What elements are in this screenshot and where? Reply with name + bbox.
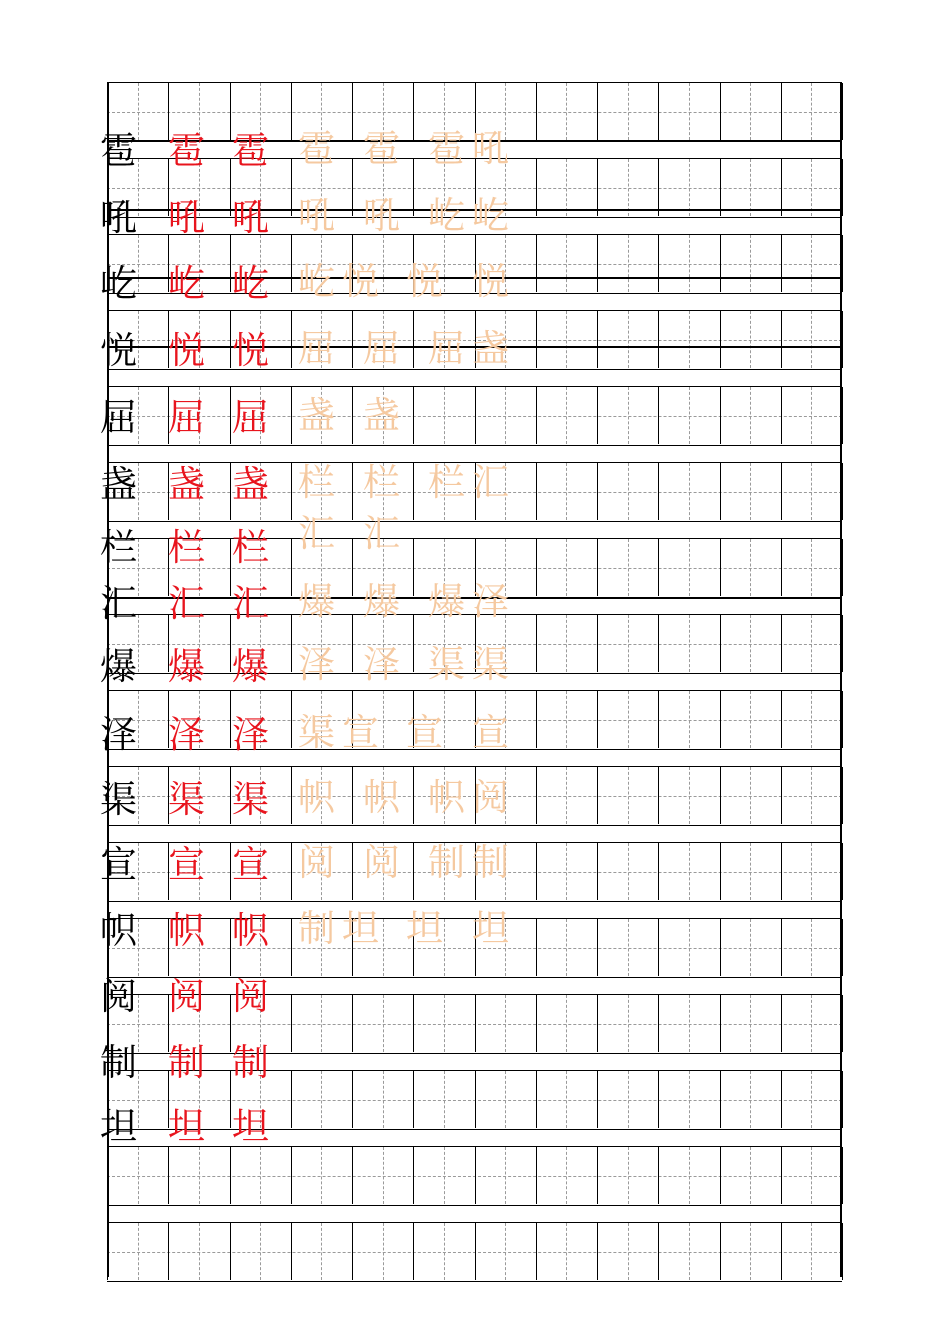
- trace-character: 宣: [342, 711, 379, 754]
- trace-character: 宣: [406, 711, 443, 754]
- trace-character: 渠: [428, 643, 465, 686]
- trace-character: 屈: [363, 327, 400, 370]
- trace-character: 制: [472, 841, 509, 884]
- cell-border: [842, 463, 843, 520]
- trace-character: 悦: [406, 260, 443, 303]
- trace-character: 盏: [298, 394, 335, 437]
- cell-border: [842, 767, 843, 824]
- practice-character: 泽: [168, 713, 205, 756]
- trace-character: 帜: [298, 776, 335, 819]
- practice-character: 悦: [168, 329, 205, 372]
- trace-character: 渠: [298, 711, 335, 754]
- cell-border: [842, 843, 843, 900]
- model-character: 屈: [100, 396, 137, 439]
- practice-character: 吼: [232, 196, 269, 239]
- model-character: 渠: [100, 778, 137, 821]
- trace-character: 爆: [298, 580, 335, 623]
- trace-character: 阅: [298, 841, 335, 884]
- trace-character: 泽: [472, 580, 509, 623]
- trace-character: 吼: [472, 127, 509, 170]
- cell-border: [842, 1071, 843, 1128]
- practice-character: 雹: [168, 129, 205, 172]
- trace-character: 爆: [428, 580, 465, 623]
- cell-border: [842, 615, 843, 672]
- trace-character: 栏: [298, 461, 335, 504]
- practice-character: 盏: [168, 463, 205, 506]
- practice-character: 屹: [232, 262, 269, 305]
- trace-character: 雹: [428, 127, 465, 170]
- model-character: 坦: [100, 1105, 137, 1148]
- trace-character: 汇: [472, 461, 509, 504]
- trace-character: 悦: [472, 260, 509, 303]
- trace-character: 栏: [363, 461, 400, 504]
- practice-character: 制: [168, 1041, 205, 1084]
- practice-character: 渠: [232, 778, 269, 821]
- trace-character: 吼: [363, 194, 400, 237]
- trace-character: 帜: [428, 776, 465, 819]
- practice-character: 制: [232, 1041, 269, 1084]
- practice-character: 帜: [168, 909, 205, 952]
- cell-border: [842, 539, 843, 596]
- model-character: 爆: [100, 645, 137, 688]
- trace-character: 阅: [472, 776, 509, 819]
- cell-border: [842, 235, 843, 292]
- practice-character: 爆: [232, 645, 269, 688]
- trace-character: 悦: [342, 260, 379, 303]
- trace-character: 雹: [363, 127, 400, 170]
- cell-border: [842, 919, 843, 976]
- practice-character: 阅: [168, 975, 205, 1018]
- trace-character: 屹: [298, 260, 335, 303]
- trace-character: 栏: [428, 461, 465, 504]
- trace-character: 吼: [298, 194, 335, 237]
- trace-character: 雹: [298, 127, 335, 170]
- practice-character: 宣: [232, 843, 269, 886]
- cell-border: [842, 159, 843, 216]
- cell-border: [842, 311, 843, 368]
- model-character: 盏: [100, 463, 137, 506]
- trace-character: 汇: [298, 512, 335, 555]
- trace-character: 制: [298, 907, 335, 950]
- model-character: 阅: [100, 975, 137, 1018]
- practice-character: 雹: [232, 129, 269, 172]
- practice-character: 栏: [232, 526, 269, 569]
- trace-character: 坦: [472, 907, 509, 950]
- practice-character: 阅: [232, 975, 269, 1018]
- trace-character: 屈: [298, 327, 335, 370]
- practice-character: 屈: [168, 396, 205, 439]
- practice-character: 屈: [232, 396, 269, 439]
- practice-character: 爆: [168, 645, 205, 688]
- cell-border: [842, 387, 843, 444]
- trace-character: 制: [428, 841, 465, 884]
- trace-character: 盏: [363, 394, 400, 437]
- trace-character: 坦: [406, 907, 443, 950]
- practice-character: 宣: [168, 843, 205, 886]
- practice-character: 屹: [168, 262, 205, 305]
- cell-border: [842, 83, 843, 140]
- cell-border: [842, 691, 843, 748]
- model-character: 屹: [100, 262, 137, 305]
- trace-character: 泽: [298, 643, 335, 686]
- model-character: 汇: [100, 582, 137, 625]
- trace-character: 爆: [363, 580, 400, 623]
- cell-border: [842, 1223, 843, 1280]
- model-character: 泽: [100, 713, 137, 756]
- trace-character: 屹: [428, 194, 465, 237]
- model-character: 栏: [100, 526, 137, 569]
- practice-character: 坦: [232, 1105, 269, 1148]
- trace-character: 宣: [472, 711, 509, 754]
- model-character: 制: [100, 1041, 137, 1084]
- trace-character: 屈: [428, 327, 465, 370]
- cell-border: [842, 995, 843, 1052]
- practice-character: 盏: [232, 463, 269, 506]
- practice-character: 汇: [232, 582, 269, 625]
- practice-character: 泽: [232, 713, 269, 756]
- trace-character: 汇: [363, 512, 400, 555]
- model-character: 宣: [100, 843, 137, 886]
- trace-character: 屹: [472, 194, 509, 237]
- practice-character: 坦: [168, 1105, 205, 1148]
- trace-character: 帜: [363, 776, 400, 819]
- trace-character: 盏: [472, 327, 509, 370]
- trace-character: 泽: [363, 643, 400, 686]
- practice-character: 渠: [168, 778, 205, 821]
- practice-character: 栏: [168, 526, 205, 569]
- model-character: 悦: [100, 329, 137, 372]
- trace-character: 阅: [363, 841, 400, 884]
- trace-character: 渠: [472, 643, 509, 686]
- model-character: 吼: [100, 196, 137, 239]
- trace-character: 坦: [342, 907, 379, 950]
- practice-character: 帜: [232, 909, 269, 952]
- practice-character: 汇: [168, 582, 205, 625]
- cell-border: [842, 1147, 843, 1204]
- model-character: 雹: [100, 129, 137, 172]
- practice-character: 悦: [232, 329, 269, 372]
- practice-character: 吼: [168, 196, 205, 239]
- model-character: 帜: [100, 909, 137, 952]
